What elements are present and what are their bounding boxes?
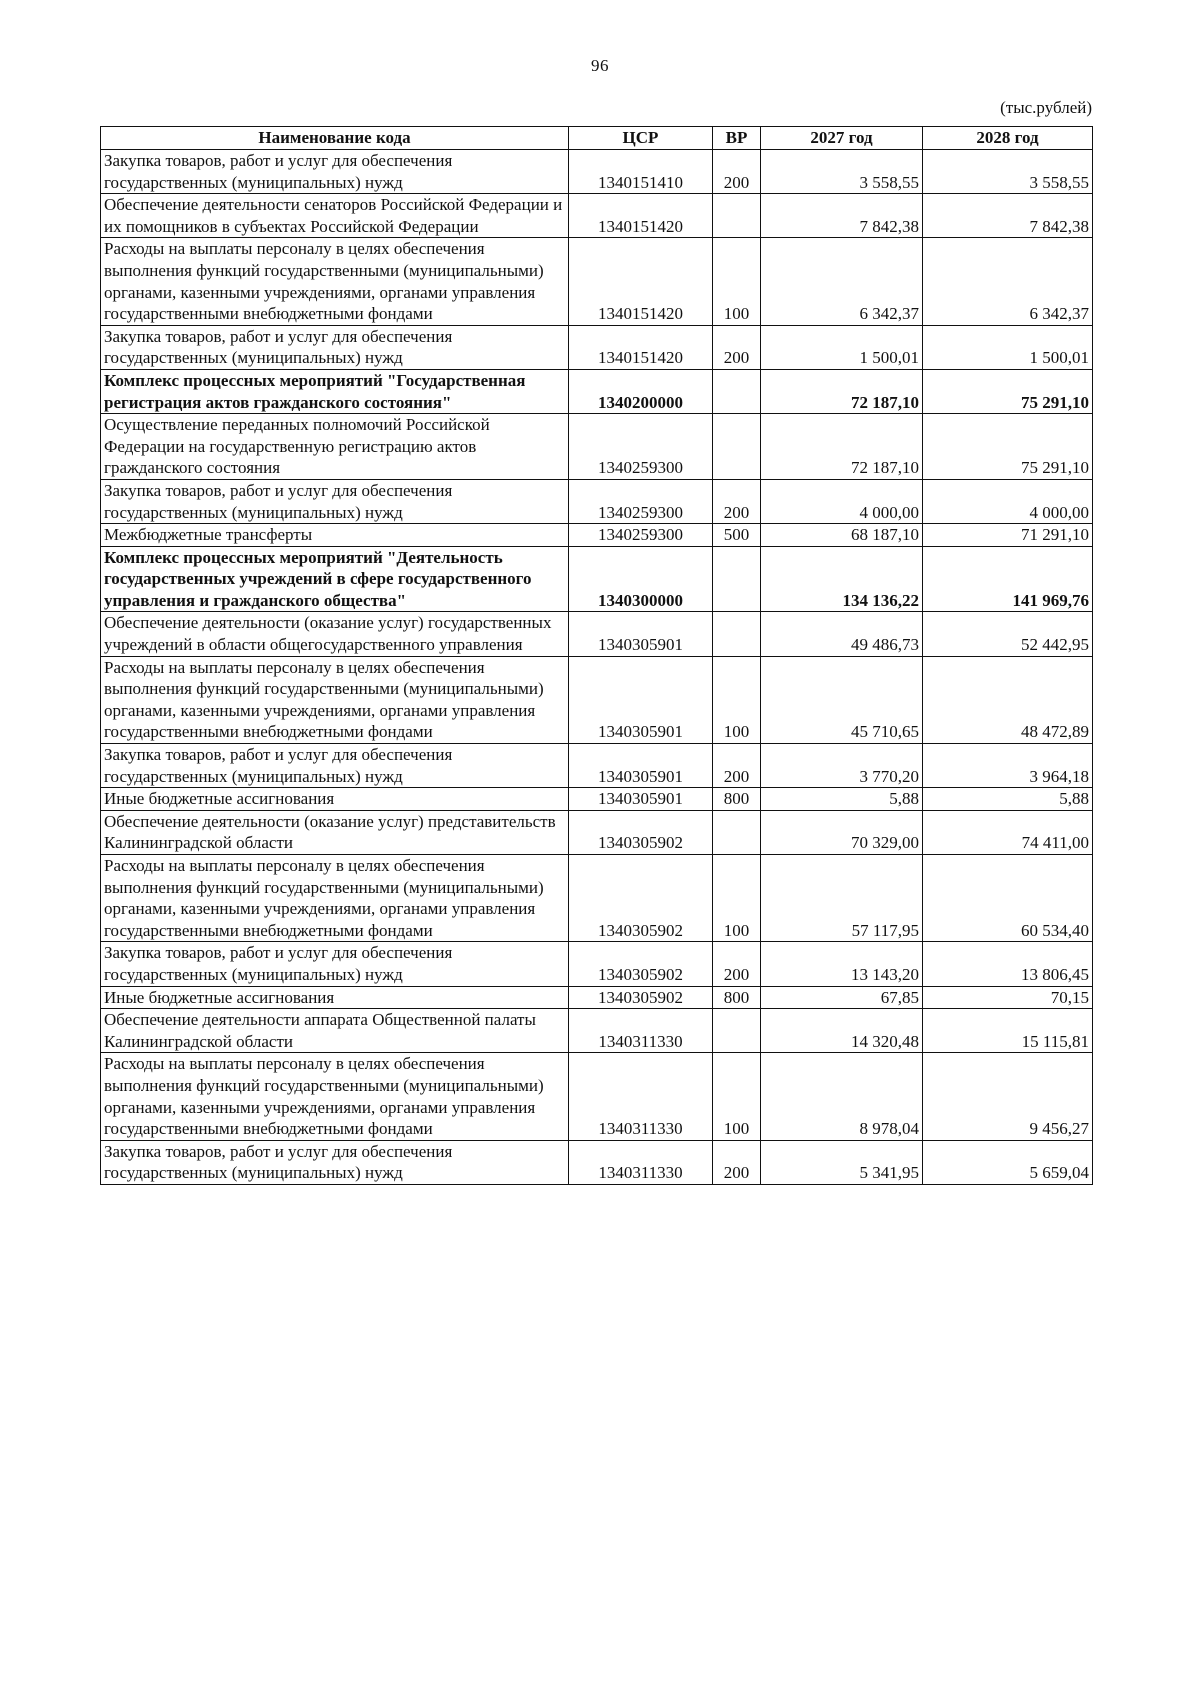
cell-vr: 200 — [713, 479, 761, 523]
cell-2028: 1 500,01 — [923, 325, 1093, 369]
cell-2027: 6 342,37 — [761, 238, 923, 325]
cell-name: Расходы на выплаты персоналу в целях обеспечения выполнения функций государственными (муниципальными) органами, казенными учреждениями, органами управления государственными внебюджетными фондами — [101, 855, 569, 942]
table-row — [101, 744, 1093, 788]
cell-2027: 70 329,00 — [761, 810, 923, 854]
cell-2028: 74 411,00 — [923, 810, 1093, 854]
cell-2028: 3 964,18 — [923, 744, 1093, 788]
table-row — [101, 612, 1093, 656]
cell-csr: 1340311330 — [569, 1053, 713, 1140]
cell-name: Расходы на выплаты персоналу в целях обеспечения выполнения функций государственными (муниципальными) органами, казенными учреждениями, органами управления государственными внебюджетными фондами — [101, 656, 569, 743]
cell-2027: 49 486,73 — [761, 612, 923, 656]
cell-name: Закупка товаров, работ и услуг для обеспечения государственных (муниципальных) нужд — [101, 744, 569, 788]
cell-name: Расходы на выплаты персоналу в целях обеспечения выполнения функций государственными (муниципальными) органами, казенными учреждениями, органами управления государственными внебюджетными фондами — [101, 238, 569, 325]
table-row — [101, 1009, 1093, 1053]
cell-name: Комплекс процессных мероприятий "Государственная регистрация актов гражданского состояния" — [101, 369, 569, 413]
cell-vr: 800 — [713, 986, 761, 1009]
cell-vr: 200 — [713, 325, 761, 369]
cell-csr: 1340311330 — [569, 1009, 713, 1053]
cell-2028: 7 842,38 — [923, 194, 1093, 238]
table-row — [101, 150, 1093, 194]
cell-2027: 7 842,38 — [761, 194, 923, 238]
table-row — [101, 810, 1093, 854]
table-row — [101, 524, 1093, 547]
cell-name: Обеспечение деятельности аппарата Общественной палаты Калининградской области — [101, 1009, 569, 1053]
cell-csr: 1340151420 — [569, 238, 713, 325]
cell-csr: 1340305901 — [569, 744, 713, 788]
cell-csr: 1340300000 — [569, 546, 713, 612]
cell-2027: 67,85 — [761, 986, 923, 1009]
table-row — [101, 1053, 1093, 1140]
cell-name: Иные бюджетные ассигнования — [101, 788, 569, 811]
cell-2027: 1 500,01 — [761, 325, 923, 369]
cell-2027: 72 187,10 — [761, 369, 923, 413]
cell-name: Осуществление переданных полномочий Российской Федерации на государственную регистрацию актов гражданского состояния — [101, 414, 569, 480]
cell-2028: 13 806,45 — [923, 942, 1093, 986]
cell-name: Обеспечение деятельности сенаторов Российской Федерации и их помощников в субъектах Российской Федерации — [101, 194, 569, 238]
cell-2027: 68 187,10 — [761, 524, 923, 547]
cell-2028: 4 000,00 — [923, 479, 1093, 523]
table-body — [101, 150, 1093, 1185]
cell-2027: 3 558,55 — [761, 150, 923, 194]
cell-vr — [713, 546, 761, 612]
cell-2027: 8 978,04 — [761, 1053, 923, 1140]
cell-vr: 200 — [713, 744, 761, 788]
table-row — [101, 656, 1093, 743]
table-row — [101, 238, 1093, 325]
cell-csr: 1340305901 — [569, 788, 713, 811]
cell-name: Комплекс процессных мероприятий "Деятельность государственных учреждений в сфере государственного управления и гражданского общества" — [101, 546, 569, 612]
cell-name: Обеспечение деятельности (оказание услуг) государственных учреждений в области общегосударственного управления — [101, 612, 569, 656]
header-name: Наименование кода — [101, 127, 569, 150]
cell-vr: 100 — [713, 1053, 761, 1140]
cell-csr: 1340311330 — [569, 1140, 713, 1184]
cell-name: Закупка товаров, работ и услуг для обеспечения государственных (муниципальных) нужд — [101, 150, 569, 194]
cell-2027: 72 187,10 — [761, 414, 923, 480]
table-row — [101, 855, 1093, 942]
cell-2028: 3 558,55 — [923, 150, 1093, 194]
cell-name: Закупка товаров, работ и услуг для обеспечения государственных (муниципальных) нужд — [101, 942, 569, 986]
cell-2027: 134 136,22 — [761, 546, 923, 612]
cell-name: Расходы на выплаты персоналу в целях обеспечения выполнения функций государственными (муниципальными) органами, казенными учреждениями, органами управления государственными внебюджетными фондами — [101, 1053, 569, 1140]
table-row — [101, 1140, 1093, 1184]
table-row — [101, 788, 1093, 811]
cell-csr: 1340151420 — [569, 194, 713, 238]
header-2028: 2028 год — [923, 127, 1093, 150]
cell-vr — [713, 1009, 761, 1053]
cell-csr: 1340259300 — [569, 524, 713, 547]
cell-csr: 1340151410 — [569, 150, 713, 194]
cell-csr: 1340305902 — [569, 855, 713, 942]
cell-csr: 1340151420 — [569, 325, 713, 369]
cell-vr — [713, 414, 761, 480]
cell-csr: 1340305902 — [569, 942, 713, 986]
cell-vr: 200 — [713, 942, 761, 986]
cell-2027: 13 143,20 — [761, 942, 923, 986]
cell-vr: 100 — [713, 238, 761, 325]
cell-2027: 57 117,95 — [761, 855, 923, 942]
page-number: 96 — [591, 56, 609, 75]
cell-2027: 45 710,65 — [761, 656, 923, 743]
cell-csr: 1340200000 — [569, 369, 713, 413]
cell-2027: 14 320,48 — [761, 1009, 923, 1053]
cell-vr: 100 — [713, 855, 761, 942]
cell-2028: 15 115,81 — [923, 1009, 1093, 1053]
table-row — [101, 546, 1093, 612]
cell-2027: 5,88 — [761, 788, 923, 811]
cell-vr — [713, 194, 761, 238]
table-row — [101, 942, 1093, 986]
cell-csr: 1340259300 — [569, 414, 713, 480]
cell-vr: 500 — [713, 524, 761, 547]
cell-csr: 1340305901 — [569, 656, 713, 743]
cell-name: Закупка товаров, работ и услуг для обеспечения государственных (муниципальных) нужд — [101, 479, 569, 523]
cell-2028: 6 342,37 — [923, 238, 1093, 325]
cell-csr: 1340305902 — [569, 810, 713, 854]
header-csr: ЦСР — [569, 127, 713, 150]
units-label: (тыс.рублей) — [1000, 98, 1092, 117]
cell-vr: 100 — [713, 656, 761, 743]
cell-2028: 5 659,04 — [923, 1140, 1093, 1184]
cell-2027: 5 341,95 — [761, 1140, 923, 1184]
table-header-row — [101, 127, 1093, 150]
cell-vr: 800 — [713, 788, 761, 811]
cell-2027: 4 000,00 — [761, 479, 923, 523]
cell-2028: 70,15 — [923, 986, 1093, 1009]
table-row — [101, 986, 1093, 1009]
table-row — [101, 194, 1093, 238]
cell-csr: 1340305902 — [569, 986, 713, 1009]
table-row — [101, 369, 1093, 413]
cell-2028: 75 291,10 — [923, 414, 1093, 480]
cell-vr — [713, 369, 761, 413]
cell-name: Иные бюджетные ассигнования — [101, 986, 569, 1009]
table-row — [101, 479, 1093, 523]
cell-2028: 75 291,10 — [923, 369, 1093, 413]
cell-name: Межбюджетные трансферты — [101, 524, 569, 547]
budget-table — [100, 126, 1093, 1185]
cell-name: Закупка товаров, работ и услуг для обеспечения государственных (муниципальных) нужд — [101, 1140, 569, 1184]
table-row — [101, 414, 1093, 480]
cell-name: Закупка товаров, работ и услуг для обеспечения государственных (муниципальных) нужд — [101, 325, 569, 369]
table-row — [101, 325, 1093, 369]
cell-csr: 1340259300 — [569, 479, 713, 523]
cell-2028: 71 291,10 — [923, 524, 1093, 547]
cell-2028: 52 442,95 — [923, 612, 1093, 656]
header-vr: ВР — [713, 127, 761, 150]
cell-vr: 200 — [713, 150, 761, 194]
cell-vr — [713, 810, 761, 854]
cell-name: Обеспечение деятельности (оказание услуг) представительств Калининградской области — [101, 810, 569, 854]
cell-csr: 1340305901 — [569, 612, 713, 656]
cell-2028: 9 456,27 — [923, 1053, 1093, 1140]
header-2027: 2027 год — [761, 127, 923, 150]
cell-2028: 141 969,76 — [923, 546, 1093, 612]
cell-2028: 5,88 — [923, 788, 1093, 811]
cell-2028: 60 534,40 — [923, 855, 1093, 942]
cell-2027: 3 770,20 — [761, 744, 923, 788]
cell-vr — [713, 612, 761, 656]
cell-vr: 200 — [713, 1140, 761, 1184]
cell-2028: 48 472,89 — [923, 656, 1093, 743]
